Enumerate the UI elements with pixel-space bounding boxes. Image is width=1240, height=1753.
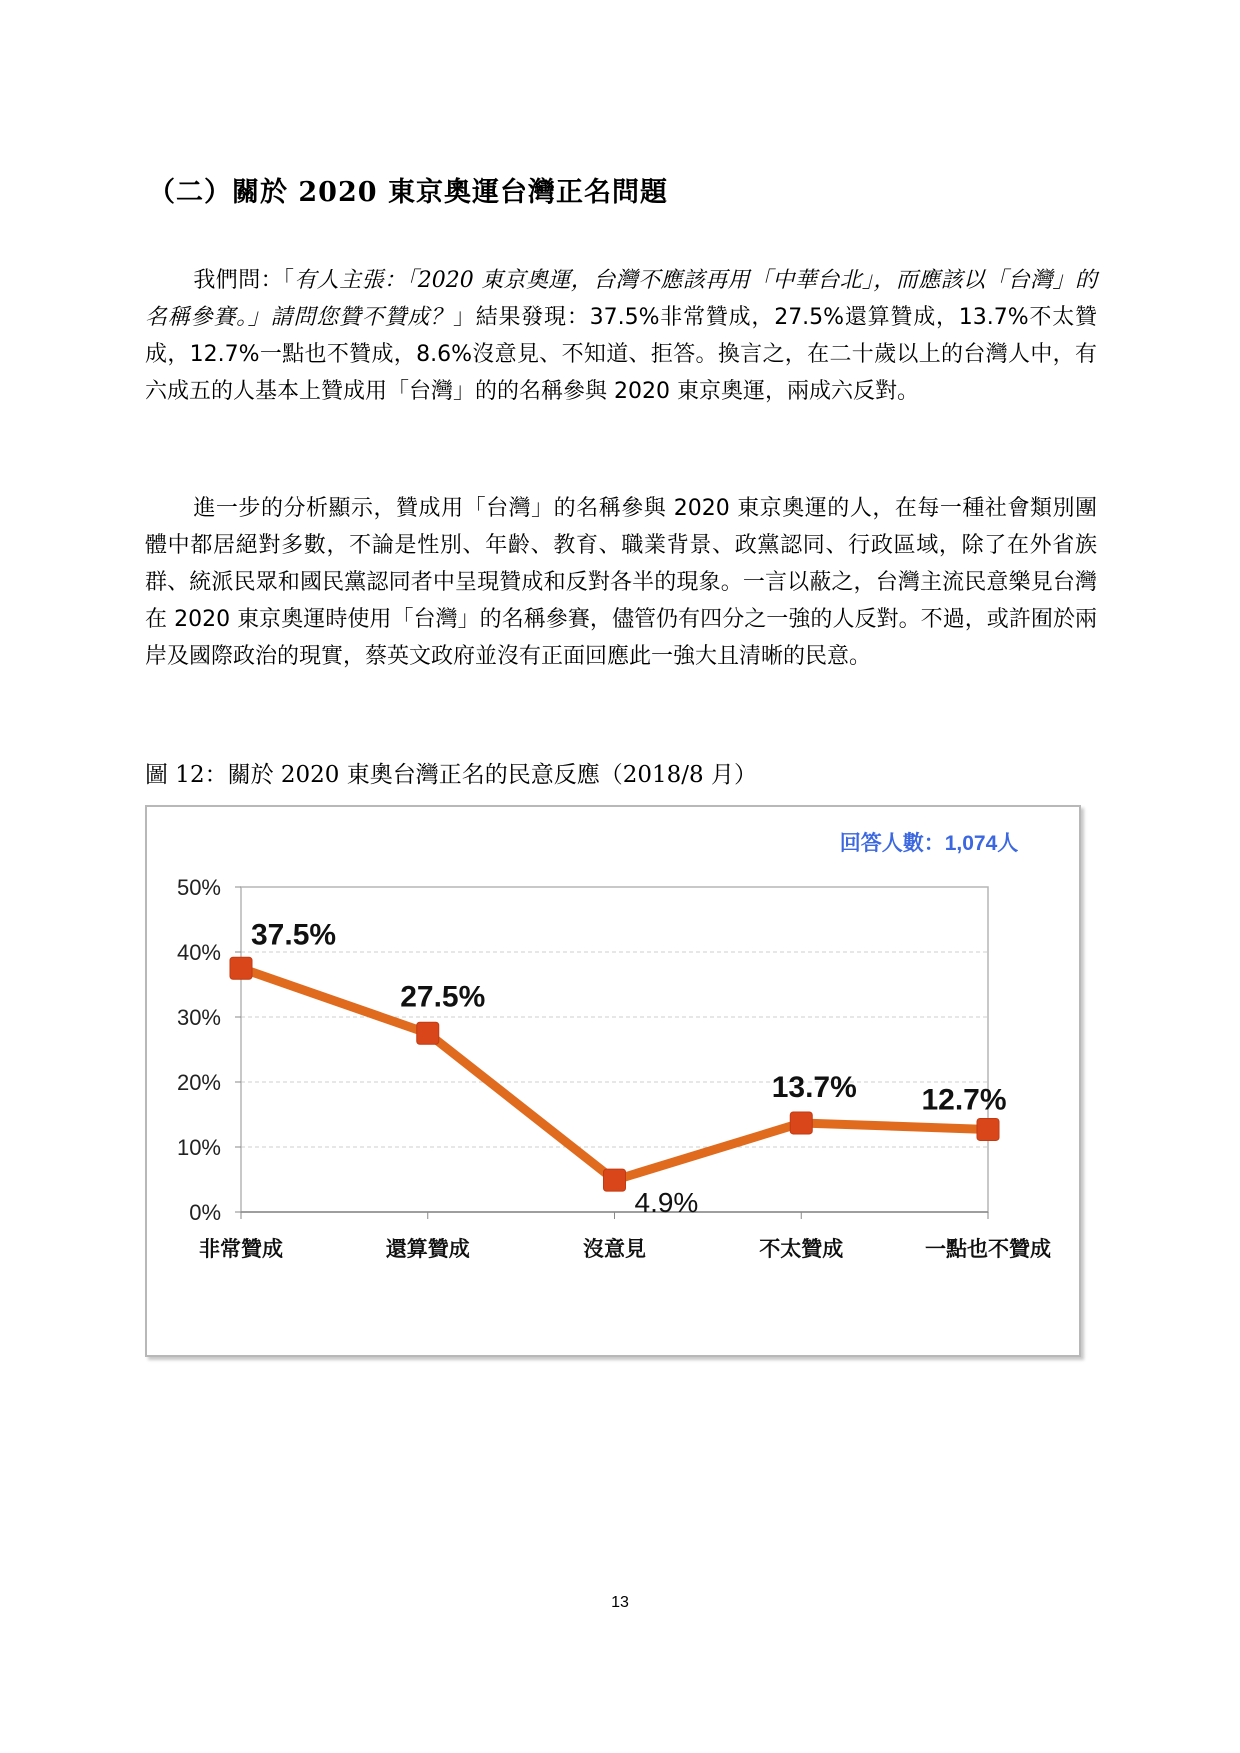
line-chart — [145, 805, 1081, 1357]
series-line — [241, 968, 988, 1180]
data-label: 27.5% — [400, 980, 486, 1014]
paragraph-result-text: 」結果發現：37.5%非常贊成，27.5%還算贊成，13.7%不太贊成，12.7%一點也不贊成，8.6%沒意見、不知道、拒答。換言之，在二十歲以上的台灣人中，有六成五的人基本上贊成用「台灣」的的名稱參與 2020 東京奧運，兩成六反對。 — [145, 305, 1097, 404]
x-tick-label: 沒意見 — [583, 1238, 646, 1261]
data-point-marker — [417, 1022, 439, 1044]
figure-caption: 圖 12：關於 2020 東奧台灣正名的民意反應（2018/8 月） — [145, 762, 757, 788]
y-tick-label: 20% — [176, 1070, 221, 1095]
paragraph-analysis-text: 進一步的分析顯示，贊成用「台灣」的名稱參與 2020 東京奧運的人，在每一種社會類別團體中都居絕對多數，不論是性別、年齡、教育、職業背景、政黨認同、行政區域，除了在外省族群、統派民眾和國民黨認同者中呈現贊成和反對各半的現象。一言以蔽之，台灣主流民意樂見台灣在 2020 東京奧運時使用「台灣」的名稱參賽，儘管仍有四分之一強的人反對。不過，或許囿於兩岸及國際政治的現實，蔡英文政府並沒有正面回應此一強大且清晰的民意。 — [145, 496, 1097, 669]
paragraph-survey-result — [145, 262, 1097, 410]
data-point-marker — [977, 1118, 999, 1140]
data-markers — [230, 957, 999, 1191]
x-tick-label: 一點也不贊成 — [925, 1238, 1051, 1261]
grid-lines — [241, 952, 988, 1147]
paragraph-analysis — [145, 490, 1097, 675]
survey-question-quote: 有人主張：「2020 東京奧運，台灣不應該再用「中華台北」，而應該以「台灣」的名稱參賽。」請問您贊不贊成？ — [145, 268, 1097, 330]
data-label: 12.7% — [921, 1083, 1007, 1117]
data-label: 37.5% — [251, 918, 337, 952]
page-number: 13 — [611, 1594, 629, 1611]
y-axis-ticks — [177, 875, 221, 1225]
y-tick-label: 50% — [176, 875, 221, 900]
x-tick-label: 非常贊成 — [199, 1238, 283, 1261]
y-tick-label: 30% — [176, 1005, 221, 1030]
section-title: （二）關於 2020 東京奧運台灣正名問題 — [148, 177, 668, 208]
x-tick-label: 不太贊成 — [759, 1238, 844, 1261]
y-tick-label: 40% — [176, 940, 221, 965]
series-line-layer — [241, 968, 988, 1180]
paragraph-lead: 我們問：「 — [193, 268, 295, 293]
chart-canvas — [147, 807, 1079, 1355]
x-tick-label: 還算贊成 — [385, 1238, 470, 1261]
data-label: 4.9% — [634, 1187, 699, 1219]
data-point-marker — [604, 1169, 626, 1191]
data-point-marker — [230, 957, 252, 979]
x-axis-ticks — [199, 1237, 1051, 1261]
plot-area — [241, 887, 988, 1212]
data-label: 13.7% — [771, 1070, 857, 1104]
y-tick-label: 10% — [176, 1135, 221, 1160]
y-tick-label: 0% — [189, 1200, 221, 1225]
respondents-count-note: 回答人數：1,074人 — [839, 832, 1019, 855]
data-point-marker — [790, 1112, 812, 1134]
